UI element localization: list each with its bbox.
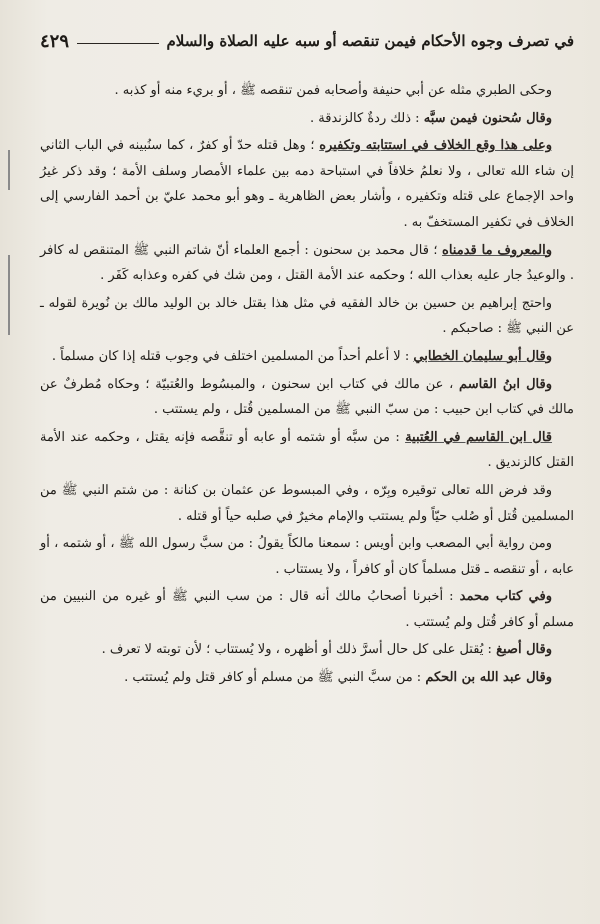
paragraph-lead: وقال عبد الله بن الحكم — [425, 670, 552, 686]
paragraph-lead: وقال ابنُ القاسم — [459, 376, 552, 392]
paragraph-text: واحتج إبراهيم بن حسين بن خالد الفقيه في مثل هذا بقتل خالد بن الوليد مالك بن نُويرة لقوله ـ عن النبي ﷺ : صاحبكم . — [40, 295, 574, 337]
paragraph-text: وحكى الطبري مثله عن أبي حنيفة وأصحابه فمن تنقصه ﷺ ، أو بريء منه أو كذبه . — [114, 83, 552, 98]
paragraph-lead: وقال سُحنون فيمن سبَّه — [423, 110, 552, 126]
paragraph-text: ؛ وهل قتله حدّ أو كفرٌ ، كما سنُبينه في الباب الثاني إن شاء الله تعالى ، ولا نعلمُ خلافاً في استباحة دمه بين علماء الأمصار وسلف الأمة ؛ وقد ذكر غيرُ واحد الإجماع على قتله وتكفيره ، وأشار بعض الظاهرية ـ وهو أبو محمد عليّ بن أحمد الفارسي إلى الخلاف في تكفير المستخفّ به . — [40, 138, 574, 230]
paragraph — [40, 478, 574, 529]
paragraph — [40, 291, 574, 342]
paragraph — [40, 637, 574, 663]
paragraph — [40, 531, 574, 582]
paragraph-text: : لا أعلم أحداً من المسلمين اختلف في وجوب قتله إذا كان مسلماً . — [51, 348, 410, 364]
paragraph-text: : يُقتل على كل حال أسرَّ ذلك أو أظهره ، ولا يُستتاب ؛ لأن توبته لا تعرف . — [101, 642, 492, 658]
paragraph-lead: قال ابن القاسم في العُتبية — [405, 429, 553, 445]
paragraph — [40, 133, 574, 235]
paragraph — [40, 238, 574, 289]
paragraph-text: : من سبَّ النبي ﷺ من مسلم أو كافر قتل ولم يُستتب . — [124, 670, 422, 686]
paragraph — [40, 78, 574, 104]
paragraph-lead: وقال أبو سليمان الخطابي — [413, 348, 552, 364]
paragraph-text: : أخبرنا أصحابُ مالك أنه قال : من سب النبي ﷺ أو غيره من النبيين من مسلم أو كافر قُتل ولم يُستتب . — [40, 589, 574, 630]
paragraph — [40, 584, 574, 635]
page-body — [40, 78, 574, 691]
paragraph-text: : ذلك ردةٌ كالزندقة . — [310, 110, 420, 126]
paragraph — [40, 372, 574, 423]
paragraph — [40, 344, 574, 370]
paragraph — [40, 106, 574, 132]
paragraph — [40, 665, 574, 691]
margin-pencil-mark — [8, 150, 10, 190]
page-header — [40, 26, 574, 56]
paragraph — [40, 425, 574, 476]
paragraph-text: ومن رواية أبي المصعب وابن أويس : سمعنا مالكاً يقولُ : من سبَّ رسول الله ﷺ ، أو شتمه ، أو عابه ، أو تنقصه ـ قتل مسلماً كان أو كافراً ، ولا يستتاب . — [40, 536, 574, 577]
paragraph-text: ، عن مالك في كتاب ابن سحنون ، والمبسُوط والعُتبيّة ؛ وحكاه مُطرفٌ عن مالك في كتاب ابن حبيب : من سبّ النبي ﷺ من المسلمين قُتل ، ولم يستتب . — [40, 376, 574, 418]
paragraph-lead: وقال أصبغ — [496, 642, 552, 658]
page-number: ٤٢٩ — [40, 30, 70, 52]
paragraph-lead: والمعروف ما قدمناه — [442, 242, 552, 258]
paragraph-text: ؛ قال محمد بن سحنون : أجمع العلماء أنّ شاتم النبي ﷺ المتنقص له كافر . والوعيدُ جار عليه بعذاب الله ؛ وحكمه عند الأمة القتل ، ومن شك في كفره وعذابه كَفَر . — [40, 242, 574, 284]
paragraph-text: وقد فرض الله تعالى توقيره وبِرّه ، وفي المبسوط عن عثمان بن كنانة : من شتم النبي ﷺ من المسلمين قُتل أو صُلب حيّاً ولم يستتب والإمام مخيرٌ في صلبه حياً أو قتله . — [40, 482, 574, 524]
paragraph-lead: وعلى هذا وقع الخلاف في استتابته وتكفيره — [319, 138, 552, 154]
margin-pencil-mark — [8, 255, 10, 335]
header-rule — [77, 43, 159, 44]
paragraph-lead: وفي كتاب محمد — [459, 589, 552, 605]
running-title: في تصرف وجوه الأحكام فيمن تنقصه أو سبه عليه الصلاة والسلام — [166, 32, 574, 50]
paragraph-text: : من سبَّه أو شتمه أو عابه أو تنقَّصه فإنه يقتل ، وحكمه عند الأمة القتل كالزنديق . — [40, 429, 574, 471]
